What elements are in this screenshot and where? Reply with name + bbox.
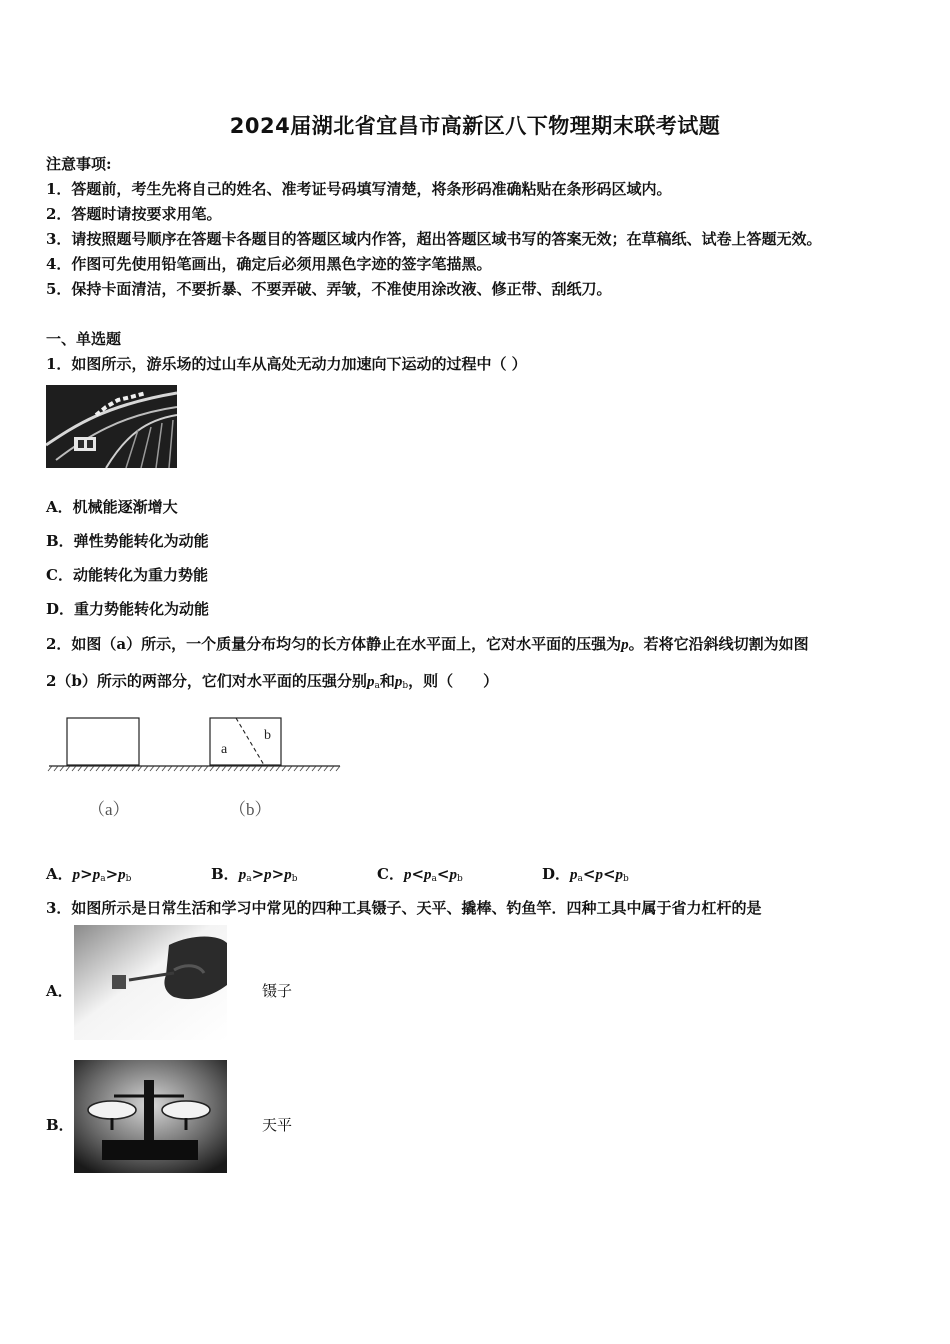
- q2-option-b: B．$p_a>p>p_b$: [211, 865, 298, 884]
- q2-stem-line1: 2．如图（a）所示，一个质量分布均匀的长方体静止在水平面上，它对水平面的压强为p。若将它沿斜线切割为如图: [46, 635, 809, 653]
- q1-option: C．动能转化为重力势能: [46, 566, 208, 584]
- q2-option-d: D．$p_a<p<p_b$: [542, 865, 629, 884]
- notice-heading: 注意事项:: [46, 155, 112, 173]
- label-a: a: [221, 742, 228, 757]
- notice-item: 4．作图可先使用铅笔画出，确定后必须用黑色字迹的签字笔描黑。: [46, 255, 492, 273]
- caption-b: （b）: [229, 800, 272, 819]
- q3-option-letter: A．: [46, 982, 73, 1000]
- q1-option: A．机械能逐渐增大: [46, 498, 178, 516]
- balance-image: [74, 1060, 227, 1173]
- q3-option-label: 镊子: [262, 982, 293, 1000]
- q3-option-letter: B．: [46, 1116, 74, 1134]
- notice-item: 2．答题时请按要求用笔。: [46, 205, 222, 223]
- q1-option: B．弹性势能转化为动能: [46, 532, 209, 550]
- tweezers-image: [74, 925, 227, 1040]
- notice-item: 3．请按照题号顺序在答题卡各题目的答题区域内作答，超出答题区域书写的答案无效；在草稿纸、试卷上答题无效。: [46, 230, 822, 248]
- q3-option-label: 天平: [262, 1116, 293, 1134]
- notice-item: 1．答题前，考生先将自己的姓名、准考证号码填写清楚，将条形码准确粘贴在条形码区域内。: [46, 180, 672, 198]
- page-title: 2024届湖北省宜昌市高新区八下物理期末联考试题: [229, 114, 721, 138]
- caption-a: （a）: [88, 800, 130, 819]
- notice-item: 5．保持卡面清洁，不要折暴、不要弄破、弄皱，不准使用涂改液、修正带、刮纸刀。: [46, 280, 612, 298]
- roller-coaster-image: [46, 385, 177, 468]
- section-heading: 一、单选题: [46, 330, 122, 348]
- label-b: b: [264, 728, 271, 743]
- block-cut-diagram: [46, 712, 346, 832]
- q2-option-a: A．$p>p_a>p_b$: [46, 865, 132, 884]
- q2-stem-line2: 2（b）所示的两部分，它们对水平面的压强分别$p_a$和$p_b$，则（ ）: [46, 672, 499, 691]
- q3-stem: 3．如图所示是日常生活和学习中常见的四种工具镊子、天平、撬棒、钓鱼竿．四种工具中属于省力杠杆的是: [46, 899, 762, 917]
- q1-stem: 1．如图所示，游乐场的过山车从高处无动力加速向下运动的过程中（ ）: [46, 355, 527, 373]
- q1-option: D．重力势能转化为动能: [46, 600, 210, 618]
- q2-option-c: C．$p<p_a<p_b$: [377, 865, 463, 884]
